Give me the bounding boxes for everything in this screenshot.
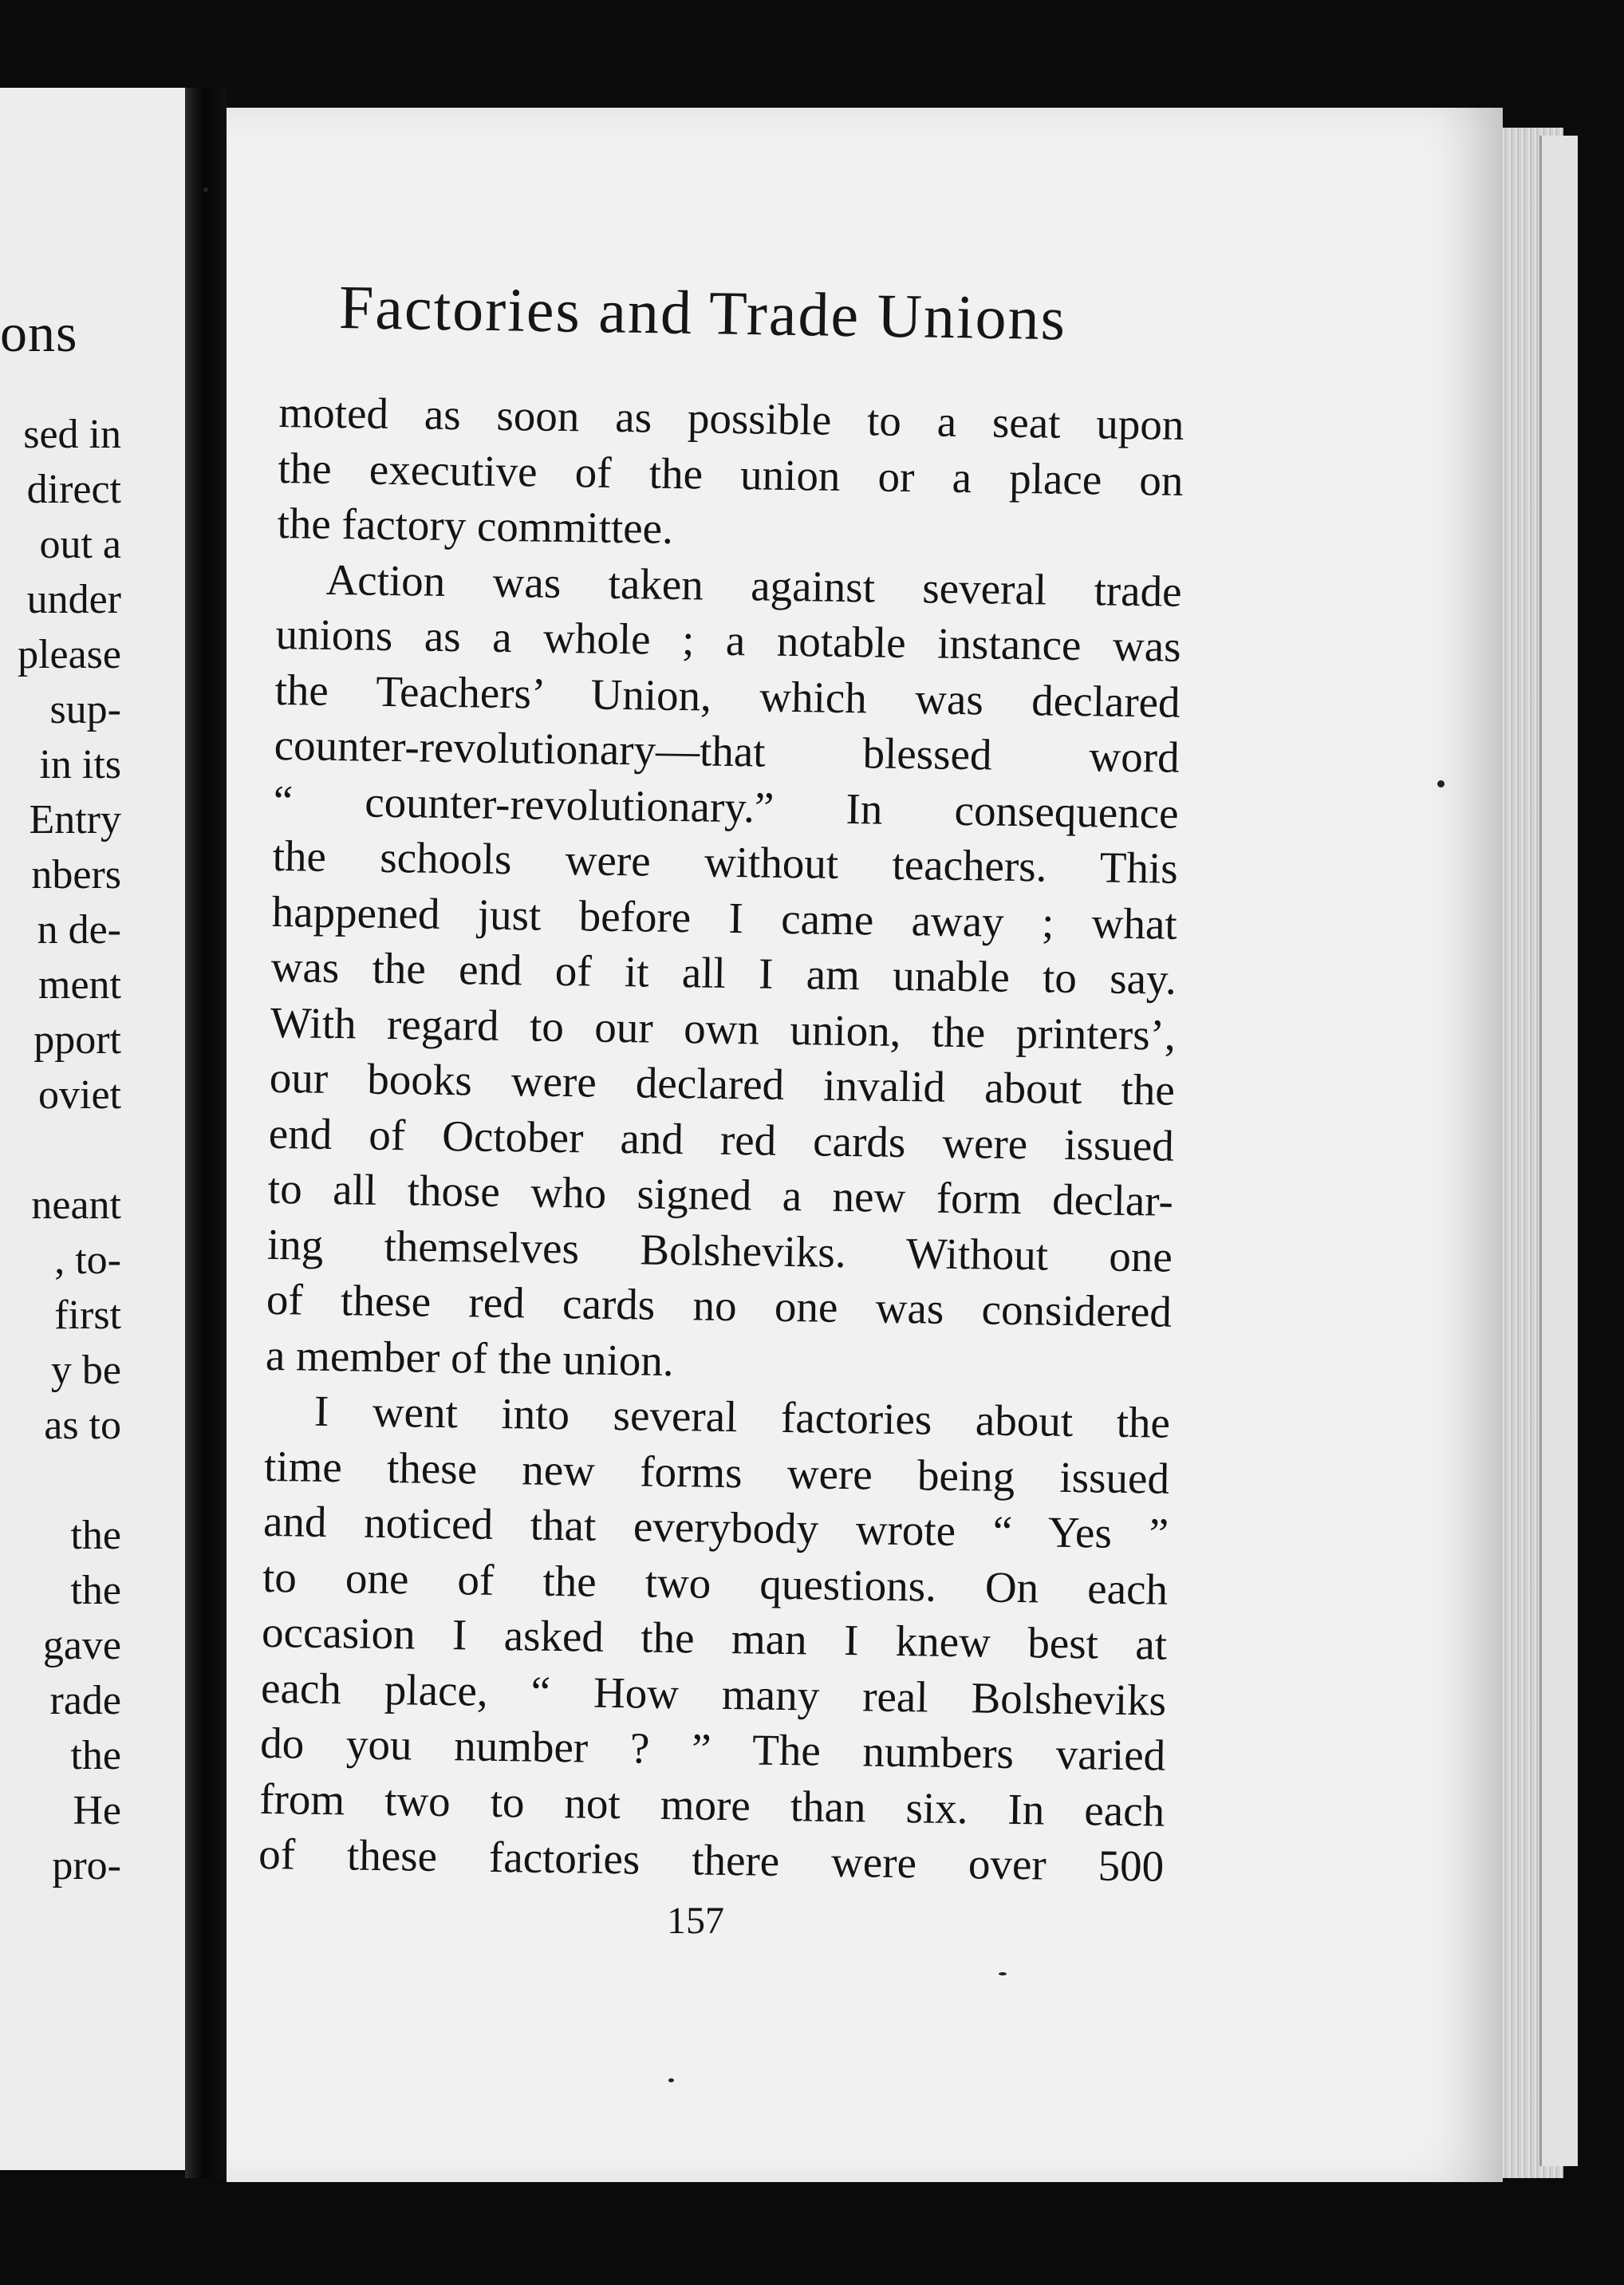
left-line: pport [34, 1017, 121, 1063]
left-line: sup- [49, 687, 121, 732]
book-gutter [185, 88, 227, 2178]
text-line: our books were declared invalid about the [269, 1052, 1176, 1115]
left-line: rade [49, 1678, 121, 1723]
left-line: under [26, 577, 121, 622]
left-line: ment [38, 962, 121, 1008]
left-page-text [0, 407, 121, 1893]
body-text [258, 385, 1184, 1894]
left-line: He [73, 1788, 121, 1833]
left-line: as to [44, 1403, 121, 1448]
left-line: direct [26, 467, 121, 512]
text-line: the executive of the union or a place on [278, 443, 1184, 505]
left-line: the [70, 1568, 121, 1613]
text-line: the Teachers’ Union, which was declared [274, 665, 1181, 727]
text-line: With regard to our own union, the printers’, [270, 997, 1177, 1060]
left-line: sed in [23, 412, 121, 457]
left-line: the [70, 1733, 121, 1778]
dust-speck [668, 2078, 674, 2082]
text-line: a member of the union. [265, 1330, 675, 1385]
text-line: counter-revolutionary—that blessed word [274, 720, 1181, 782]
text-line: time these new forms were being issued [263, 1441, 1170, 1503]
left-line: please [18, 632, 121, 677]
text-line: happened just before I came away ; what [271, 886, 1178, 949]
text-line: Action was taken against several trade [325, 554, 1182, 616]
left-line: neant [31, 1182, 121, 1228]
dust-speck [999, 1972, 1007, 1975]
left-line: Entry [29, 797, 121, 843]
text-line: each place, “ How many real Bolsheviks [260, 1663, 1167, 1725]
text-line: the schools were without teachers. This [272, 831, 1179, 893]
left-line: gave [42, 1623, 121, 1668]
left-line: out a [39, 522, 121, 567]
left-line: pro- [52, 1843, 121, 1888]
text-line: from two to not more than six. In each [258, 1774, 1165, 1836]
running-head: Factories and Trade Unions [338, 272, 1067, 353]
text-line: “ counter-revolutionary.” In consequence [273, 775, 1180, 838]
text-line: of these factories there were over 500 [258, 1829, 1165, 1891]
left-line: the [70, 1513, 121, 1558]
dust-speck [1437, 780, 1445, 787]
text-line: and noticed that everybody wrote “ Yes ” [262, 1496, 1169, 1558]
text-line: was the end of it all I am unable to say. [270, 941, 1177, 1004]
left-line: nbers [31, 852, 121, 898]
left-line: in its [39, 742, 121, 787]
left-line: oviet [38, 1072, 121, 1118]
left-page [0, 88, 191, 2170]
text-line: occasion I asked the man I knew best at [261, 1607, 1168, 1669]
text-line: end of October and red cards were issued [268, 1108, 1175, 1170]
text-line: to one of the two questions. On each [262, 1552, 1169, 1614]
text-line: of these red cards no one was considered [266, 1274, 1173, 1336]
text-line: to all those who signed a new form declar- [267, 1163, 1174, 1225]
left-line: first [54, 1292, 121, 1338]
text-line: do you number ? ” The numbers varied [259, 1718, 1166, 1780]
left-page-header-fragment: ons [0, 302, 78, 363]
text-line: moted as soon as possible to a seat upon [278, 387, 1184, 449]
page-edges-outer [1539, 136, 1578, 2166]
left-line [0, 1123, 121, 1178]
left-line: , to- [54, 1237, 121, 1283]
page-number: 157 [667, 1900, 724, 1942]
text-line: ing themselves Bolsheviks. Without one [266, 1219, 1173, 1281]
text-line: I went into several factories about the [313, 1386, 1171, 1447]
left-line: y be [50, 1348, 121, 1393]
left-line [0, 1453, 121, 1508]
text-line: unions as a whole ; a notable instance was [275, 609, 1181, 671]
text-line: the factory committee. [277, 498, 674, 553]
left-line: n de- [37, 907, 121, 953]
dust-speck [203, 187, 208, 192]
